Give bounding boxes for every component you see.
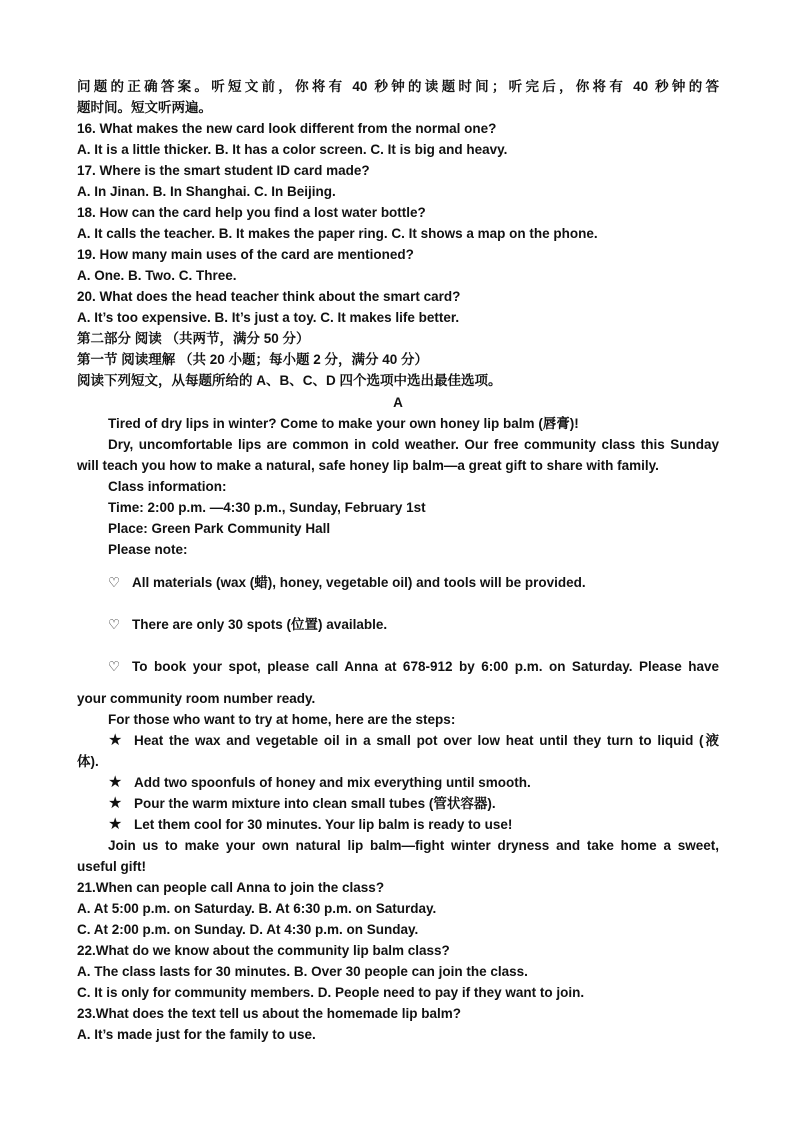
star-icon: ★	[108, 774, 123, 791]
class-time: Time: 2:00 p.m. —4:30 p.m., Sunday, February 1st	[108, 500, 426, 515]
part2-title: 第二部分 阅读 （共两节，满分 50 分）	[77, 331, 310, 346]
reading-instruction: 阅读下列短文，从每题所给的 A、B、C、D 四个选项中选出最佳选项。	[77, 373, 502, 388]
step-4	[108, 814, 750, 835]
closing-line-1: Join us to make your own natural lip balm—fight winter dryness and take home a sweet,	[108, 838, 719, 853]
star-icon: ★	[108, 795, 123, 812]
note-text: All materials (wax (蜡), honey, vegetable oil) and tools will be provided.	[132, 575, 586, 590]
passage-p1-line1: Dry, uncomfortable lips are common in cold weather. Our free community class this Sunday	[108, 437, 719, 452]
options-19: A. One. B. Two. C. Three.	[77, 268, 237, 283]
step-3	[108, 793, 750, 814]
steps-intro: For those who want to try at home, here are the steps:	[108, 712, 456, 727]
options-23-a: A. It’s made just for the family to use.	[77, 1027, 316, 1042]
closing-line-2: useful gift!	[77, 859, 146, 874]
star-icon: ★	[108, 816, 123, 833]
options-21-ab: A. At 5:00 p.m. on Saturday. B. At 6:30 p.m. on Saturday.	[77, 901, 437, 916]
passage-label: A	[393, 395, 403, 410]
options-22-ab: A. The class lasts for 30 minutes. B. Over 30 people can join the class.	[77, 964, 528, 979]
step-text: Heat the wax and vegetable oil in a small pot over low heat until they turn to liquid (液	[134, 733, 719, 748]
step-1	[108, 730, 719, 751]
question-19: 19. How many main uses of the card are mentioned?	[77, 247, 414, 262]
star-icon: ★	[108, 732, 123, 749]
question-20: 20. What does the head teacher think about the smart card?	[77, 289, 461, 304]
step-1-cont: 体).	[77, 754, 99, 769]
options-22-cd: C. It is only for community members. D. People need to pay if they want to join.	[77, 985, 585, 1000]
passage-title: Tired of dry lips in winter? Come to make your own honey lip balm (唇膏)!	[108, 416, 579, 431]
question-16: 16. What makes the new card look different from the normal one?	[77, 121, 497, 136]
step-text: Pour the warm mixture into clean small tubes (管状容器).	[134, 796, 496, 811]
step-2	[108, 772, 750, 793]
note-item-1	[108, 572, 750, 593]
section1-title: 第一节 阅读理解 （共 20 小题；每小题 2 分，满分 40 分）	[77, 352, 429, 367]
options-21-cd: C. At 2:00 p.m. on Sunday. D. At 4:30 p.m. on Sunday.	[77, 922, 419, 937]
note-item-2	[108, 614, 750, 635]
question-17: 17. Where is the smart student ID card made?	[77, 163, 370, 178]
class-info-heading: Class information:	[108, 479, 227, 494]
heart-icon: ♡	[108, 659, 121, 674]
heart-icon: ♡	[108, 617, 121, 632]
question-22: 22.What do we know about the community lip balm class?	[77, 943, 450, 958]
options-16: A. It is a little thicker. B. It has a color screen. C. It is big and heavy.	[77, 142, 508, 157]
options-17: A. In Jinan. B. In Shanghai. C. In Beijing.	[77, 184, 336, 199]
step-text: Let them cool for 30 minutes. Your lip balm is ready to use!	[134, 817, 513, 832]
note-text: There are only 30 spots (位置) available.	[132, 617, 388, 632]
question-18: 18. How can the card help you find a lost water bottle?	[77, 205, 426, 220]
note-text: To book your spot, please call Anna at 678-912 by 6:00 p.m. on Saturday. Please have	[132, 659, 719, 674]
note-item-3	[108, 656, 719, 677]
question-21: 21.When can people call Anna to join the class?	[77, 880, 385, 895]
please-note: Please note:	[108, 542, 188, 557]
note-item-3-cont: your community room number ready.	[77, 691, 316, 706]
passage-p1-line2: will teach you how to make a natural, safe honey lip balm—a great gift to share with family.	[77, 458, 659, 473]
options-18: A. It calls the teacher. B. It makes the paper ring. C. It shows a map on the phone.	[77, 226, 598, 241]
question-23: 23.What does the text tell us about the homemade lip balm?	[77, 1006, 462, 1021]
intro-line-1: 问题的正确答案。听短文前，你将有 40 秒钟的读题时间；听完后，你将有 40 秒钟的答	[77, 79, 719, 94]
step-text: Add two spoonfuls of honey and mix everything until smooth.	[134, 775, 531, 790]
heart-icon: ♡	[108, 575, 121, 590]
class-place: Place: Green Park Community Hall	[108, 521, 331, 536]
options-20: A. It’s too expensive. B. It’s just a toy. C. It makes life better.	[77, 310, 460, 325]
intro-line-2: 题时间。短文听两遍。	[77, 100, 212, 115]
